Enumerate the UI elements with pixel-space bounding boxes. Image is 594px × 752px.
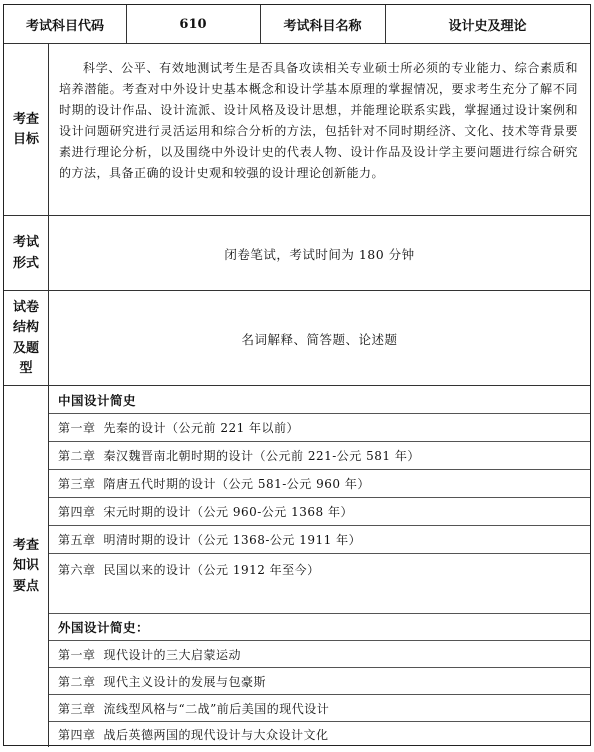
list-item: 第五章 明清时期的设计（公元 1368-公元 1911 年） [49,526,590,554]
list-item: 第二章 现代主义设计的发展与包豪斯 [49,668,590,695]
structure-label: 试卷 结构 及题 型 [12,300,39,376]
knowledge-row [4,386,590,747]
knowledge-label: 考查 知识 要点 [12,538,39,594]
format-row [4,216,590,291]
subject-code-label: 考试科目代码 [25,18,104,34]
china-history-heading: 中国设计简史 [49,386,590,414]
subject-name-value: 设计史及理论 [448,18,527,34]
structure-text: 名词解释、简答题、论述题 [241,331,398,347]
subject-code-value: 610 [179,16,207,32]
list-item: 第六章 民国以来的设计（公元 1912 年至今） [49,554,590,614]
header-row [4,5,590,44]
list-item: 第一章 现代设计的三大启蒙运动 [49,641,590,668]
format-text: 闭卷笔试，考试时间为 180 分钟 [224,246,415,262]
structure-row [4,291,590,386]
objective-label: 考查 目标 [12,111,39,147]
list-item: 第一章 先秦的设计（公元前 221 年以前） [49,414,590,442]
objective-row [4,44,590,216]
foreign-history-heading: 外国设计简史： [49,614,590,641]
exam-syllabus-table [3,4,591,746]
list-item: 第三章 隋唐五代时期的设计（公元 581-公元 960 年） [49,470,590,498]
list-item: 第四章 战后英德两国的现代设计与大众设计文化 [58,728,329,742]
knowledge-list [49,386,590,747]
format-label: 考试 形式 [12,235,39,271]
list-item: 第二章 秦汉魏晋南北朝时期的设计（公元前 221-公元 581 年） [49,442,590,470]
list-item: 第三章 流线型风格与“二战”前后美国的现代设计 [49,695,590,722]
list-item: 第四章 宋元时期的设计（公元 960-公元 1368 年） [49,498,590,526]
objective-text: 科学、公平、有效地测试考生是否具备攻读相关专业硕士所必须的专业能力、综合素质和培养潜能。考查对中外设计史基本概念和设计学基本原理的掌握情况，要求考生充分了解不同时期的设计作品、设计流派、设计风格及设计思想，并能理论联系实践，掌握通过设计案例和设计问题研究进行灵活运用和综合分析的方法，包括针对不同时期经济、文化、技术等背景要素进行理论分析，以及围绕中外设计史的代表人物、设计作品及设计学主要问题进行综合研究的方法，具备正确的设计史观和较强的设计理论创新能力。 [59,61,578,180]
subject-name-label: 考试科目名称 [283,18,362,34]
